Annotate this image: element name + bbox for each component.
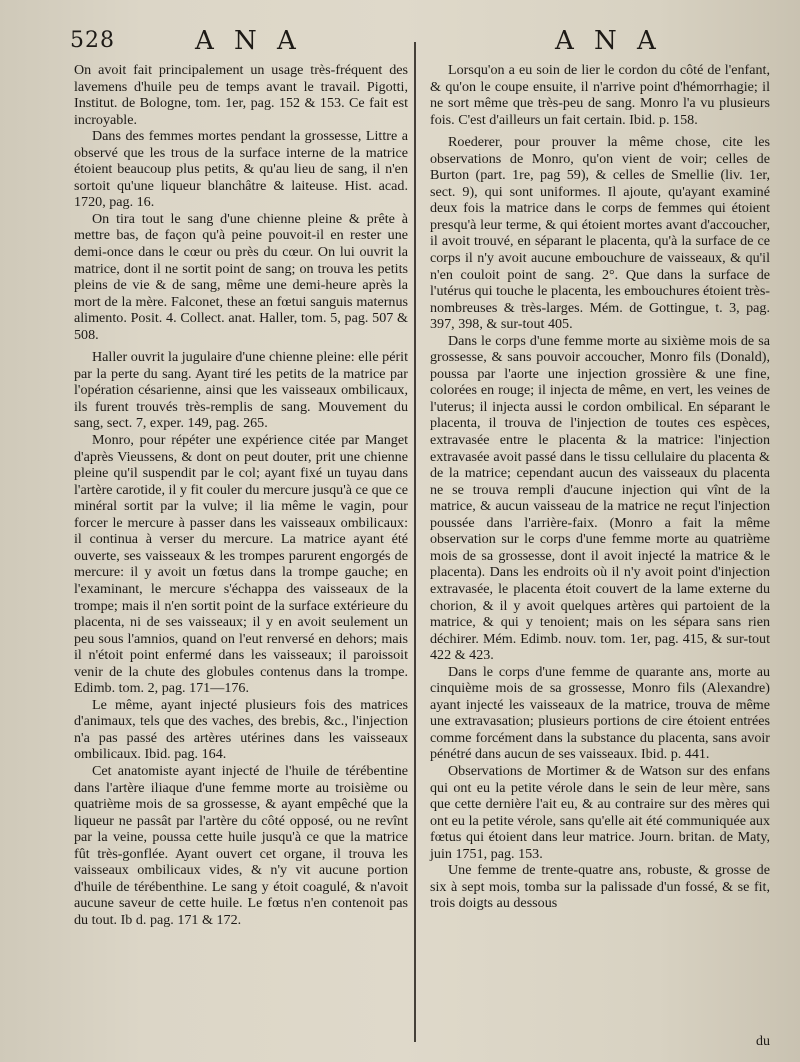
left-column [74, 62, 408, 928]
paragraph: Haller ouvrit la jugulaire d'une chienne pleine: elle périt par la perte du sang. Ayant tiré les petits de la matrice par l'opération césarienne, ainsi que les vaisseaux ombilicaux, ils furent trouvés très-remplis de sang. Mouvement du sang, sect. 7, exper. 149, pag. 265. [74, 349, 408, 432]
paragraph: Une femme de trente-quatre ans, robuste, & grosse de six à sept mois, tomba sur la palissade d'un fossé, & se fit, trois doigts au dessous [430, 862, 770, 912]
paragraph: Dans le corps d'une femme de quarante ans, morte au cinquième mois de sa grossesse, Monro fils (Alexandre) ayant injecté les vaisseaux de la matrice, trouva de même une extravasation; plusieurs portions de cire étoient entrées comme forcément dans la substance du placenta, sans avoir pénétré dans aucun de ses vaisseaux. Ibid. p. 441. [430, 663, 770, 763]
paragraph: Dans le corps d'une femme morte au sixième mois de sa grossesse, & sans pouvoir accoucher, Monro fils (Donald), poussa par l'aorte une injection grossière & une fine, colorées en rouge; il injecta de même, en vert, les veines de l'uterus; il injecta aussi le cordon ombilical. En séparant le placenta, il trouva de l'injection de toutes ces espèces, extravasée entre le placenta & la matrice: l'injection extravasée avoit passé dans le tissu cellulaire du placenta & de la matrice; cependant aucun des vaisseaux du placenta ne se trouva rempli d'aucune injection qui vînt de la matrice, & aucun vaisseau de la matrice ne reçut l'injection poussée dans l'arrière-faix. (Monro a fait la même observation sur le corps d'une femme morte au quatrième mois de sa grossesse, dont il avoit injecté la matrice & le placenta). Dans les endroits où il n'y avoit point d'injection extravasée, le placenta étoit couvert de la lame externe du chorion, & il y avoit quelques artères qui partoient de la matrice, & qui y tenoient; mais on les sépara sans rien déchirer. Mém. Edimb. nouv. tom. 1er, pag. 415, & sur-tout 422 & 423. [430, 332, 770, 664]
paragraph: On tira tout le sang d'une chienne pleine & prête à mettre bas, de façon qu'à peine pouvoit-il en rester une demi-once dans le cœur ou près du cœur. On lui ouvrit la matrice, dont il ne sortit point de sang; on trouva les petits pleins de vie & de sang, même une demi-heure après la mort de la mère. Falconet, these an fœtui sanguis maternus alimento. Posit. 4. Collect. anat. Haller, tom. 5, pag. 507 & 508. [74, 210, 408, 343]
catchword: du [756, 1034, 770, 1049]
paragraph: Observations de Mortimer & de Watson sur des enfans qui ont eu la petite vérole dans le sein de leur mère, sans que cette dernière l'ait eu, & au contraire sur des mères qui ont eu la petite vérole, sans qu'elle ait été communiquée aux fœtus qui étoient dans leur matrice. Journ. britan. de Maty, juin 1751, pag. 153. [430, 762, 770, 862]
paragraph: Roederer, pour prouver la même chose, cite les observations de Monro, qu'on vient de voir; celles de Burton (part. 1re, pag 59), & celles de Smellie (liv. 1er, sect. 9), qui sont uniformes. Il ajoute, qu'ayant examiné deux fois la matrice dans le corps de femmes qui étoient presqu'à leur terme, & qui étoient mortes avant d'accoucher, il avoit trouvé, en séparant le placenta, qu'à la surface de ce corps il n'y avoit aucune embouchure de vaisseaux, & qu'il n'en couloit point de sang. 2°. Que dans la surface de l'utérus qui touche le placenta, les embouchures étoient très-nombreuses & très-larges. Mém. de Gottingue, t. 3, pag. 397, 398, & sur-tout 405. [430, 134, 770, 333]
paragraph: On avoit fait principalement un usage très-fréquent des lavemens d'huile peu de temps avant le travail. Pigotti, Institut. de Bologne, tom. 1er, pag. 152 & 153. Ce fait est incroyable. [74, 62, 408, 128]
paragraph: Dans des femmes mortes pendant la grossesse, Littre a observé que les trous de la surface interne de la matrice étoient beaucoup plus petits, & qu'au lieu de sang, il n'en sortoit qu'une liqueur blanchâtre & laiteuse. Hist. acad. 1720, pag. 16. [74, 128, 408, 211]
page-header [0, 22, 800, 58]
column-divider [414, 42, 416, 1042]
paragraph: Lorsqu'on a eu soin de lier le cordon du côté de l'enfant, & qu'on le coupe ensuite, il n'arrive point d'hémorrhagie; il ne sort même que très-peu de sang. Monro l'a vu plusieurs fois. C'est d'ailleurs un fait certain. Ibid. p. 158. [430, 62, 770, 128]
paragraph: Monro, pour répéter une expérience citée par Manget d'après Vieussens, & dont on peut douter, prit une chienne pleine qu'il suspendit par le col; ayant fixé un tuyau dans l'artère carotide, il y fit couler du mercure jusqu'à ce que ce minéral sortit par la vulve; il lia même le vagin, pour forcer le mercure à passer dans les vaisseaux ombilicaux: il continua à verser du mercure. La matrice ayant été ouverte, ses vaisseaux & les trompes parurent engorgés de mercure: il y avoit un fœtus dans la trompe gauche; en l'examinant, le mercure s'échappa des vaisseaux de la trompe; mais il n'en sortit point de la surface extérieure du placenta, ni de ses vaisseaux; il y en avoit seulement un peu sous l'amnios, quand on l'eut renversé en dehors; mais il n'étoit point enfermé dans les vaisseaux; il paroissoit venir de la chute des globules contenus dans la trompe. Edimb. tom. 2, pag. 171—176. [74, 432, 408, 697]
right-column [430, 62, 770, 912]
page-number: 528 [70, 28, 115, 53]
paragraph: Le même, ayant injecté plusieurs fois des matrices d'animaux, tels que des vaches, des brebis, &c., l'injection n'a pas passé des artères utérines dans les vaisseaux ombilicaux. Ibid. pag. 164. [74, 696, 408, 763]
running-head-left: A N A [195, 26, 302, 56]
running-head-right: A N A [555, 26, 662, 56]
paragraph: Cet anatomiste ayant injecté de l'huile de térébentine dans l'artère iliaque d'une femme morte au troisième ou quatrième mois de sa grossesse, & ayant empêché que la liqueur ne passât par l'artère du côté opposé, ou ne revînt par la veine, poussa cette huile jusqu'à ce que la matrice fût très-gonflée. Ayant ouvert cet organe, il trouva les vaisseaux ombilicaux vides, & n'y vit aucune portion d'huile de térébenthine. Le sang y étoit coagulé, & n'avoit aucune saveur de cette huile. Le fœtus n'en contenoit pas du tout. Ib d. pag. 171 & 172. [74, 762, 408, 928]
